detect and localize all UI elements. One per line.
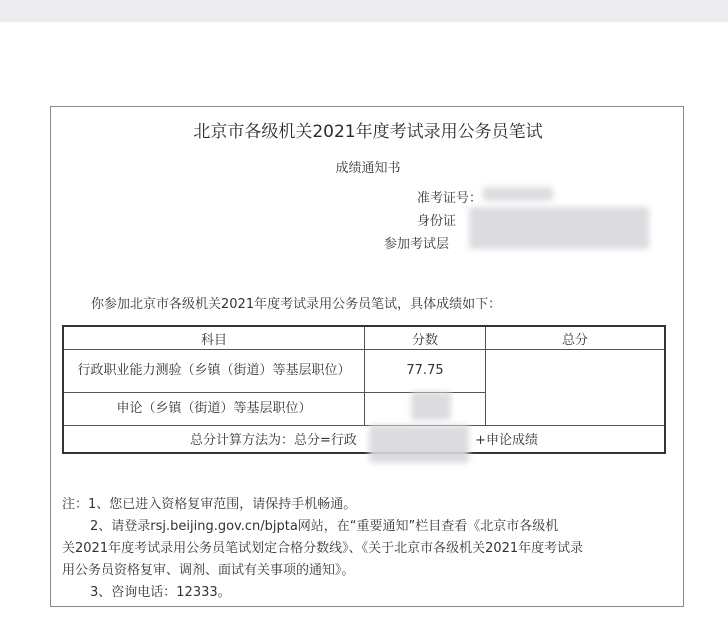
note-line: 3、咨询电话：12333。 [90, 585, 231, 600]
exam-level-label: 参加考试层 [384, 237, 450, 252]
document-title: 北京市各级机关2021年度考试录用公务员笔试 [193, 122, 543, 142]
formula-left: 总分计算方法为：总分=行政 [189, 433, 357, 449]
score-table [62, 325, 666, 454]
score-notice-document [50, 106, 684, 607]
note-line: 2、请登录rsj.beijing.gov.cn/bjpta网站，在“重要通知”栏目查看《北京市各级机 [90, 519, 559, 534]
formula-cell [63, 425, 665, 453]
note-line: 关2021年度考试录用公务员笔试划定合格分数线》、《关于北京市各级机关2021年度考试录 [62, 541, 584, 556]
document-subtitle: 成绩通知书 [335, 161, 401, 176]
exam-id-label: 准考证号： [417, 191, 483, 206]
redacted-formula [369, 425, 469, 463]
header-subject: 科目 [63, 326, 365, 350]
table-header-row [63, 326, 665, 350]
redacted-exam-id [483, 187, 553, 201]
notes-section [62, 494, 583, 604]
redacted-personal-info [469, 207, 649, 249]
subject-cell: 申论（乡镇（街道）等基层职位） [63, 392, 365, 425]
formula-row [63, 425, 665, 453]
note-line: 注：1、您已进入资格复审范围，请保持手机畅通。 [62, 497, 357, 512]
note-line: 用公务员资格复审、调剂、面试有关事项的通知》。 [62, 563, 355, 578]
id-card-label: 身份证 [417, 214, 457, 229]
subject-cell: 行政职业能力测验（乡镇（街道）等基层职位） [63, 350, 365, 392]
top-bar [0, 0, 728, 22]
header-total: 总分 [486, 326, 666, 350]
formula-right: +申论成绩 [475, 433, 539, 449]
intro-text: 你参加北京市各级机关2021年度考试录用公务员笔试，具体成绩如下： [91, 297, 502, 312]
score-cell: 77.75 [365, 350, 486, 392]
header-score: 分数 [365, 326, 486, 350]
redacted-score [411, 392, 451, 420]
total-score-cell [486, 350, 666, 426]
table-row [63, 350, 665, 392]
